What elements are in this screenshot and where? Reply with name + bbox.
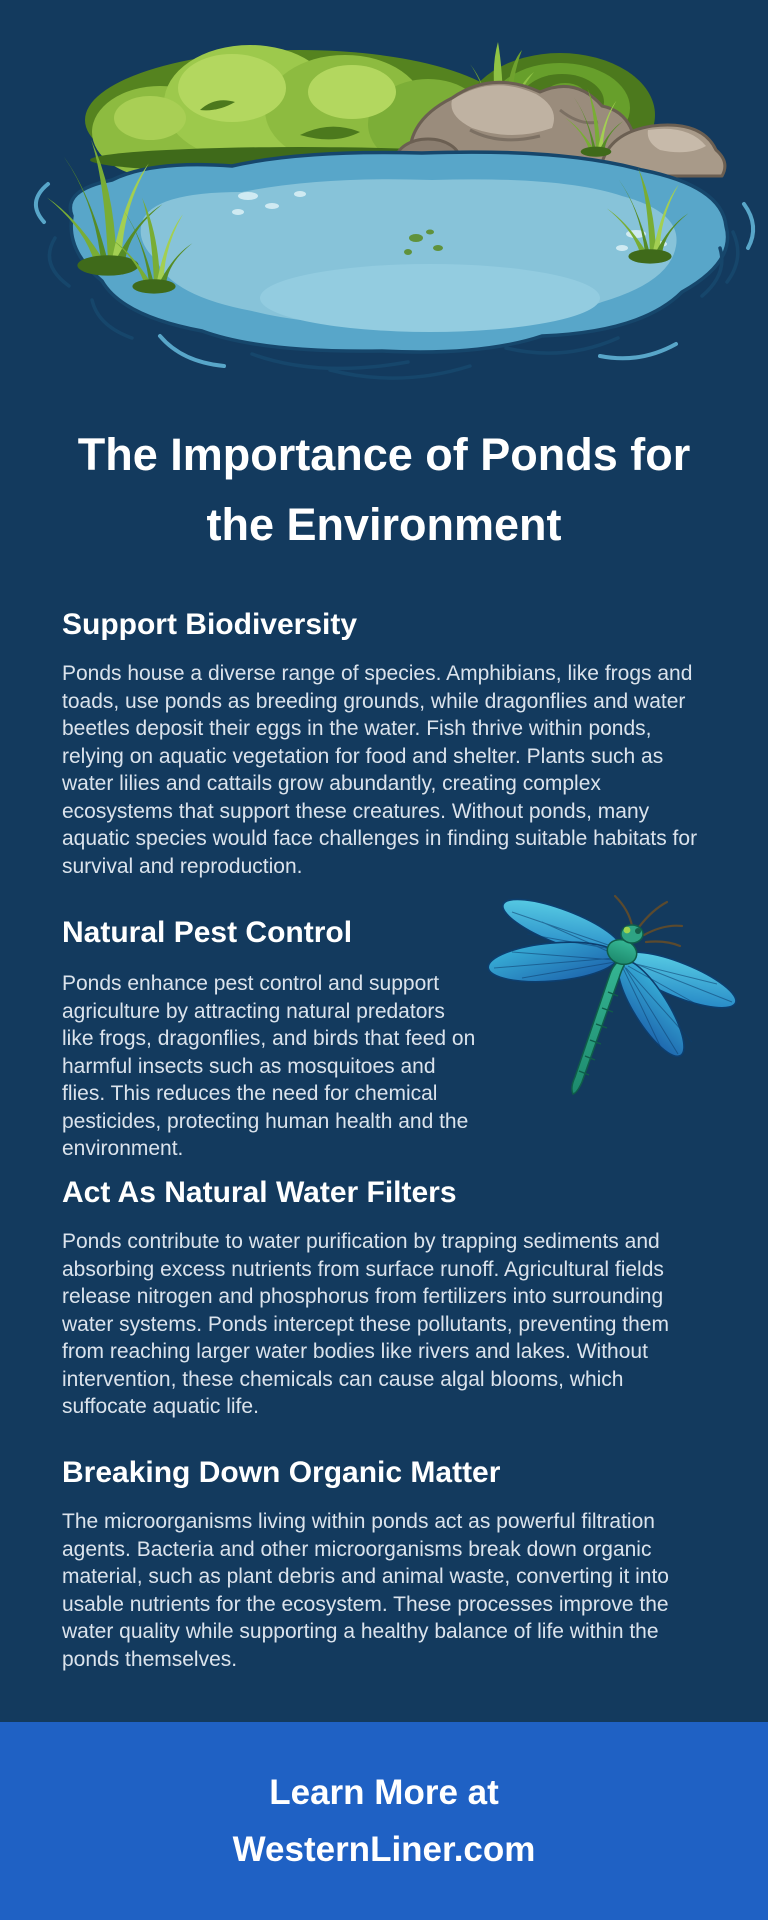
pond-water: [70, 152, 727, 352]
section-natural-water-filters: [62, 1176, 714, 1421]
section-body-breaking-down-organic-matter: The microorganisms living within ponds act as powerful filtration agents. Bacteria and other microorganisms break down organic material, such as plant debris and animal waste, converting it into usable nutrients for the ecosystem. These processes improve the water quality while supporting a healthy balance of life within the ponds themselves.: [62, 1510, 669, 1671]
section-body-natural-pest-control: Ponds enhance pest control and support agriculture by attracting natural predators like frogs, dragonflies, and birds that feed on harmful insects such as mosquitoes and flies. This reduces the need for chemical pesticides, protecting human health and the environment.: [62, 972, 476, 1160]
section-heading-breaking-down-organic-matter: Breaking Down Organic Matter: [62, 1456, 501, 1489]
footer-banner: [0, 1722, 768, 1920]
section-body-natural-water-filters: Ponds contribute to water purification by trapping sediments and absorbing excess nutrients from surface runoff. Agricultural fields release nitrogen and phosphorus from fertilizers into surrounding water systems. Ponds intercept these pollutants, preventing them from reaching larger water bodies like rivers and lakes. Without intervention, these chemicals can cause algal blooms, which suffocate aquatic life.: [62, 1230, 669, 1418]
section-support-biodiversity: [62, 608, 714, 880]
section-body-support-biodiversity: Ponds house a diverse range of species. Amphibians, like frogs and toads, use ponds as breeding grounds, while dragonflies and water beetles deposit their eggs in the water. Fish thrive within ponds, relying on aquatic vegetation for food and shelter. Plants such as water lilies and cattails grow abundantly, creating complex ecosystems that support these creatures. Without ponds, many aquatic species would face challenges in finding suitable habitats for survival and reproduction.: [62, 662, 698, 878]
section-heading-natural-pest-control: Natural Pest Control: [62, 916, 353, 949]
section-heading-natural-water-filters: Act As Natural Water Filters: [62, 1176, 457, 1209]
section-breaking-down-organic-matter: [62, 1456, 716, 1673]
section-heading-support-biodiversity: Support Biodiversity: [62, 608, 358, 641]
page-title: The Importance of Ponds for the Environment: [77, 429, 691, 550]
footer-cta-text: Learn More at WesternLiner.com: [232, 1773, 536, 1869]
dragonfly-illustration: [482, 882, 754, 1120]
pond-illustration: [0, 0, 768, 400]
